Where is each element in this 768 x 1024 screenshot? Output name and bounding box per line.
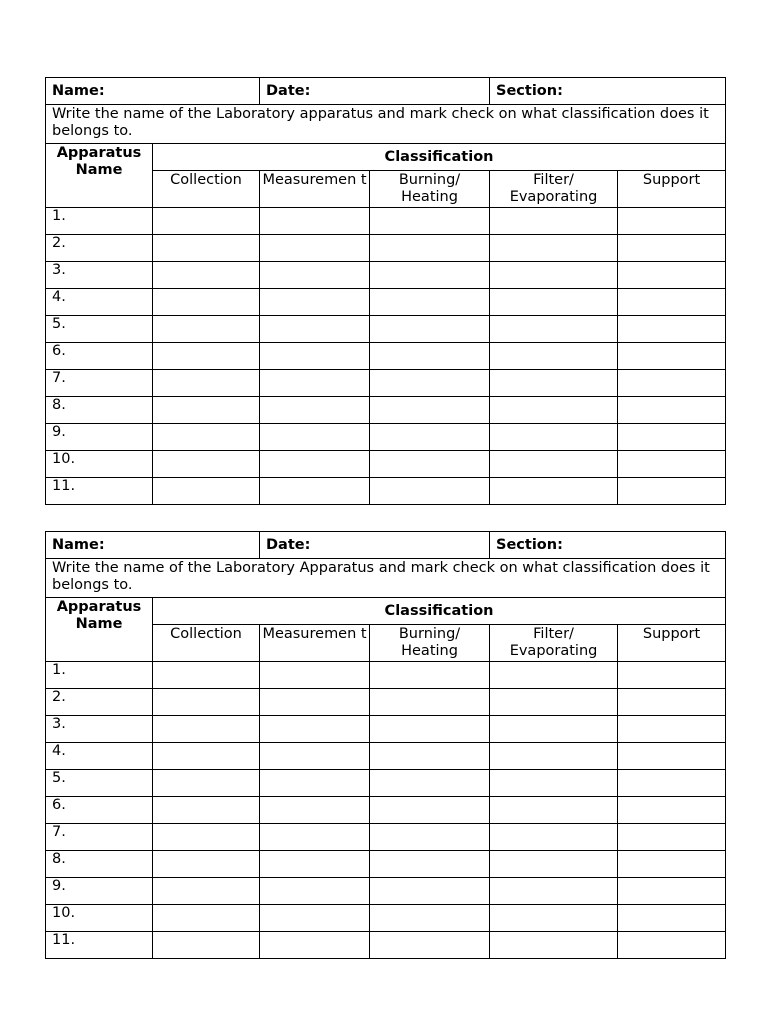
table-row: [46, 743, 726, 770]
column-header: Filter/ Evaporating: [490, 171, 618, 208]
table-row: [46, 370, 726, 397]
check-cell[interactable]: [618, 424, 726, 451]
check-cell[interactable]: [260, 743, 370, 770]
check-cell[interactable]: [153, 905, 260, 932]
check-cell[interactable]: [490, 343, 618, 370]
table-row: [46, 289, 726, 316]
classification-header: Classification: [153, 598, 726, 625]
table-row: [46, 208, 726, 235]
check-cell[interactable]: [260, 262, 370, 289]
column-header: Support: [618, 625, 726, 662]
check-cell[interactable]: [370, 478, 490, 505]
check-cell[interactable]: [490, 316, 618, 343]
table-row: [46, 662, 726, 689]
check-cell[interactable]: [370, 370, 490, 397]
check-cell[interactable]: [618, 262, 726, 289]
check-cell[interactable]: [370, 451, 490, 478]
table-row: [46, 689, 726, 716]
check-cell[interactable]: [370, 851, 490, 878]
check-cell[interactable]: [153, 743, 260, 770]
check-cell[interactable]: [153, 424, 260, 451]
check-cell[interactable]: [490, 397, 618, 424]
check-cell[interactable]: [370, 878, 490, 905]
check-cell[interactable]: [260, 208, 370, 235]
row-number[interactable]: 11.: [46, 932, 153, 959]
row-number[interactable]: 6.: [46, 343, 153, 370]
section-field[interactable]: [490, 78, 726, 105]
table-row: [46, 478, 726, 505]
check-cell[interactable]: [153, 716, 260, 743]
check-cell[interactable]: [618, 932, 726, 959]
check-cell[interactable]: [153, 824, 260, 851]
check-cell[interactable]: [490, 262, 618, 289]
date-label: Date:: [266, 82, 311, 99]
date-field[interactable]: [260, 532, 490, 559]
check-cell[interactable]: [260, 905, 370, 932]
table-row: [46, 851, 726, 878]
instructions: Write the name of the Laboratory apparatus and mark check on what classification does it belongs to.: [46, 105, 726, 144]
row-number[interactable]: 3.: [46, 716, 153, 743]
check-cell[interactable]: [153, 478, 260, 505]
check-cell[interactable]: [153, 235, 260, 262]
check-cell[interactable]: [260, 478, 370, 505]
table-row: [46, 770, 726, 797]
check-cell[interactable]: [260, 851, 370, 878]
check-cell[interactable]: [153, 370, 260, 397]
check-cell[interactable]: [153, 662, 260, 689]
check-cell[interactable]: [260, 797, 370, 824]
check-cell[interactable]: [153, 208, 260, 235]
column-header: Support: [618, 171, 726, 208]
check-cell[interactable]: [153, 851, 260, 878]
check-cell[interactable]: [260, 770, 370, 797]
name-label: Name:: [52, 536, 105, 553]
check-cell[interactable]: [490, 289, 618, 316]
check-cell[interactable]: [618, 235, 726, 262]
check-cell[interactable]: [153, 262, 260, 289]
check-cell[interactable]: [260, 451, 370, 478]
check-cell[interactable]: [370, 770, 490, 797]
column-header: Filter/ Evaporating: [490, 625, 618, 662]
check-cell[interactable]: [618, 451, 726, 478]
row-number[interactable]: 1.: [46, 662, 153, 689]
check-cell[interactable]: [490, 743, 618, 770]
check-cell[interactable]: [260, 716, 370, 743]
check-cell[interactable]: [370, 662, 490, 689]
check-cell[interactable]: [260, 689, 370, 716]
table-row: [46, 316, 726, 343]
check-cell[interactable]: [260, 932, 370, 959]
table-row: [46, 343, 726, 370]
table-row: [46, 716, 726, 743]
column-header: Burning/ Heating: [370, 171, 490, 208]
row-number[interactable]: 5.: [46, 770, 153, 797]
table-row: [46, 878, 726, 905]
check-cell[interactable]: [260, 343, 370, 370]
table-row: [46, 424, 726, 451]
row-number[interactable]: 2.: [46, 235, 153, 262]
check-cell[interactable]: [490, 770, 618, 797]
check-cell[interactable]: [618, 370, 726, 397]
table-row: [46, 262, 726, 289]
row-number[interactable]: 7.: [46, 370, 153, 397]
row-number[interactable]: 5.: [46, 316, 153, 343]
check-cell[interactable]: [260, 289, 370, 316]
check-cell[interactable]: [153, 932, 260, 959]
check-cell[interactable]: [618, 770, 726, 797]
check-cell[interactable]: [260, 424, 370, 451]
table-row: [46, 235, 726, 262]
check-cell[interactable]: [153, 343, 260, 370]
check-cell[interactable]: [260, 316, 370, 343]
row-number[interactable]: 8.: [46, 397, 153, 424]
apparatus-rows: [46, 662, 726, 959]
table-row: [46, 824, 726, 851]
row-number[interactable]: 9.: [46, 424, 153, 451]
apparatus-name-header: Apparatus Name: [46, 598, 153, 662]
check-cell[interactable]: [153, 770, 260, 797]
check-cell[interactable]: [618, 905, 726, 932]
check-cell[interactable]: [153, 878, 260, 905]
check-cell[interactable]: [490, 208, 618, 235]
check-cell[interactable]: [618, 208, 726, 235]
check-cell[interactable]: [153, 316, 260, 343]
check-cell[interactable]: [370, 824, 490, 851]
check-cell[interactable]: [370, 743, 490, 770]
check-cell[interactable]: [618, 343, 726, 370]
row-number[interactable]: 9.: [46, 878, 153, 905]
check-cell[interactable]: [370, 397, 490, 424]
column-header: Measuremen t: [260, 625, 370, 662]
section-label: Section:: [496, 82, 563, 99]
check-cell[interactable]: [618, 289, 726, 316]
row-number[interactable]: 3.: [46, 262, 153, 289]
check-cell[interactable]: [490, 370, 618, 397]
check-cell[interactable]: [153, 451, 260, 478]
check-cell[interactable]: [618, 878, 726, 905]
name-field[interactable]: [46, 78, 260, 105]
check-cell[interactable]: [260, 824, 370, 851]
instructions: Write the name of the Laboratory Apparatus and mark check on what classification does it belongs to.: [46, 559, 726, 598]
column-header: Measuremen t: [260, 171, 370, 208]
date-field[interactable]: [260, 78, 490, 105]
section-field[interactable]: [490, 532, 726, 559]
row-number[interactable]: 1.: [46, 208, 153, 235]
apparatus-name-header: Apparatus Name: [46, 144, 153, 208]
row-number[interactable]: 2.: [46, 689, 153, 716]
check-cell[interactable]: [490, 851, 618, 878]
check-cell[interactable]: [370, 316, 490, 343]
worksheet-2: [45, 531, 725, 959]
check-cell[interactable]: [490, 662, 618, 689]
check-cell[interactable]: [153, 289, 260, 316]
apparatus-rows: [46, 208, 726, 505]
row-number[interactable]: 6.: [46, 797, 153, 824]
row-number[interactable]: 11.: [46, 478, 153, 505]
section-label: Section:: [496, 536, 563, 553]
row-number[interactable]: 10.: [46, 905, 153, 932]
check-cell[interactable]: [370, 343, 490, 370]
check-cell[interactable]: [490, 905, 618, 932]
name-label: Name:: [52, 82, 105, 99]
table-row: [46, 932, 726, 959]
check-cell[interactable]: [370, 716, 490, 743]
check-cell[interactable]: [490, 716, 618, 743]
check-cell[interactable]: [490, 824, 618, 851]
check-cell[interactable]: [153, 689, 260, 716]
check-cell[interactable]: [490, 932, 618, 959]
check-cell[interactable]: [618, 478, 726, 505]
table-row: [46, 797, 726, 824]
check-cell[interactable]: [490, 878, 618, 905]
check-cell[interactable]: [490, 424, 618, 451]
classification-header: Classification: [153, 144, 726, 171]
table-row: [46, 451, 726, 478]
row-number[interactable]: 8.: [46, 851, 153, 878]
check-cell[interactable]: [260, 370, 370, 397]
check-cell[interactable]: [618, 797, 726, 824]
worksheet-1: [45, 77, 725, 505]
check-cell[interactable]: [260, 662, 370, 689]
check-cell[interactable]: [370, 689, 490, 716]
check-cell[interactable]: [618, 397, 726, 424]
name-field[interactable]: [46, 532, 260, 559]
check-cell[interactable]: [618, 851, 726, 878]
check-cell[interactable]: [618, 743, 726, 770]
row-number[interactable]: 4.: [46, 289, 153, 316]
check-cell[interactable]: [260, 878, 370, 905]
check-cell[interactable]: [618, 824, 726, 851]
check-cell[interactable]: [490, 235, 618, 262]
check-cell[interactable]: [370, 424, 490, 451]
check-cell[interactable]: [370, 797, 490, 824]
check-cell[interactable]: [618, 662, 726, 689]
check-cell[interactable]: [260, 235, 370, 262]
column-header: Burning/ Heating: [370, 625, 490, 662]
check-cell[interactable]: [490, 478, 618, 505]
check-cell[interactable]: [618, 689, 726, 716]
check-cell[interactable]: [370, 235, 490, 262]
column-header: Collection: [153, 171, 260, 208]
row-number[interactable]: 4.: [46, 743, 153, 770]
check-cell[interactable]: [370, 262, 490, 289]
check-cell[interactable]: [153, 397, 260, 424]
check-cell[interactable]: [618, 716, 726, 743]
table-row: [46, 397, 726, 424]
check-cell[interactable]: [370, 905, 490, 932]
check-cell[interactable]: [490, 689, 618, 716]
check-cell[interactable]: [618, 316, 726, 343]
check-cell[interactable]: [490, 797, 618, 824]
check-cell[interactable]: [260, 397, 370, 424]
date-label: Date:: [266, 536, 311, 553]
table-row: [46, 905, 726, 932]
worksheet-table: [45, 77, 726, 505]
check-cell[interactable]: [153, 797, 260, 824]
row-number[interactable]: 10.: [46, 451, 153, 478]
check-cell[interactable]: [370, 932, 490, 959]
worksheet-table: [45, 531, 726, 959]
row-number[interactable]: 7.: [46, 824, 153, 851]
column-header: Collection: [153, 625, 260, 662]
check-cell[interactable]: [490, 451, 618, 478]
check-cell[interactable]: [370, 289, 490, 316]
check-cell[interactable]: [370, 208, 490, 235]
